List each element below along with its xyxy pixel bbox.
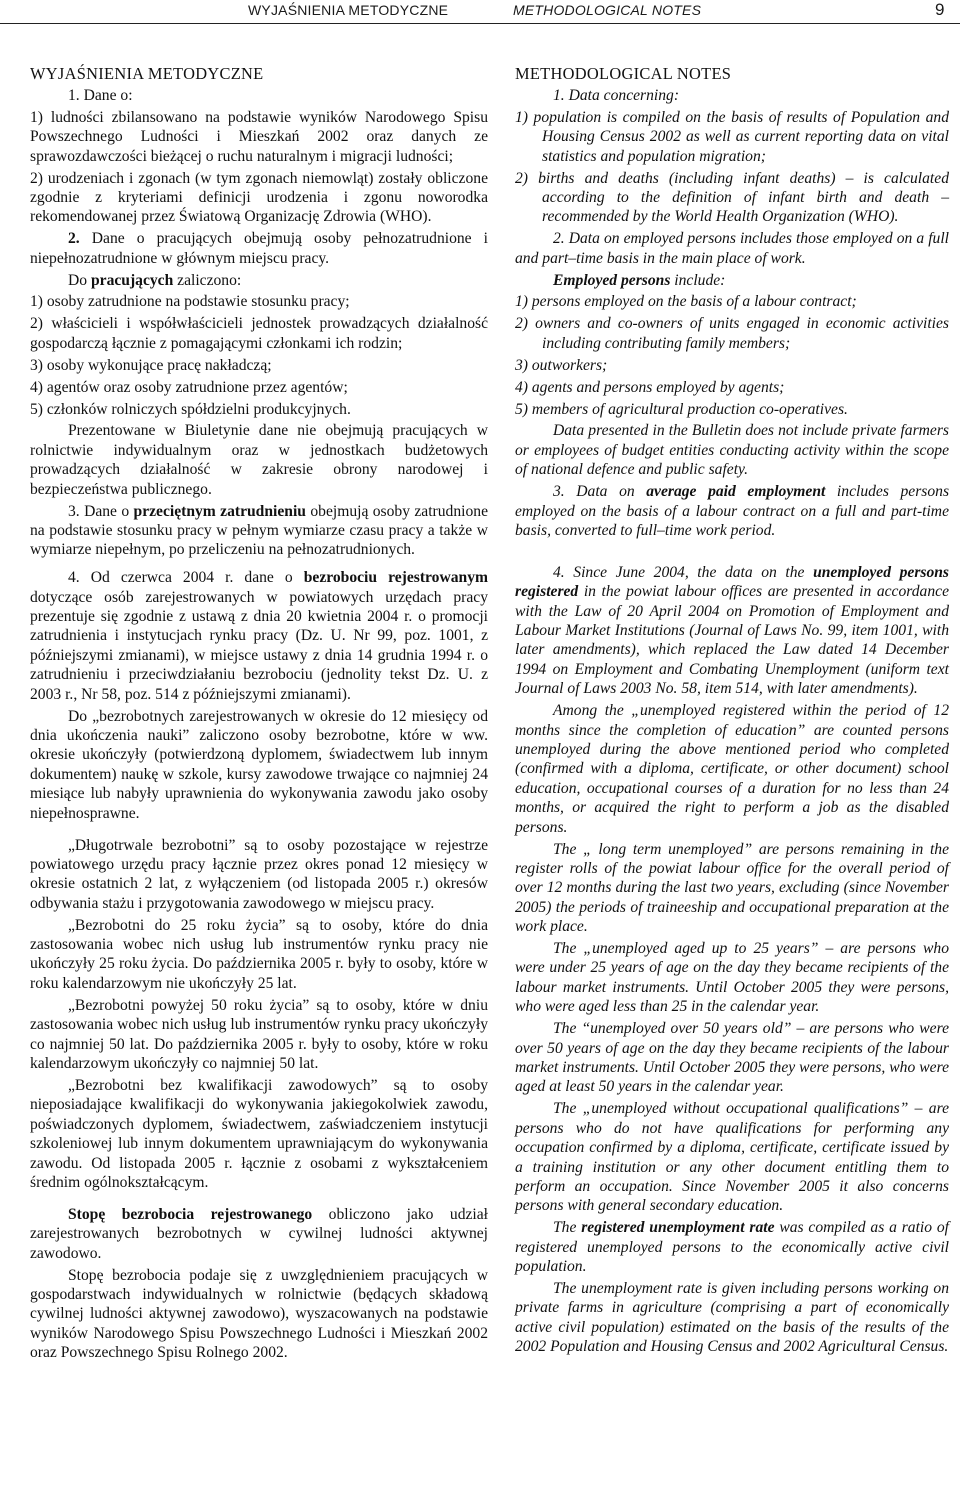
en-section1-item2: 2) births and deaths (including infant deaths) – is calculated according to the definition of infant birth and death – recommended by the World Health Organization (WHO). [515, 169, 949, 226]
en-unemployment-rate-pre: The [553, 1219, 582, 1237]
pl-section1-heading: 1. Dane o: [68, 86, 133, 104]
en-section2-text: Data on employed persons includes those employed on a full and part–time basis in the main place of work. [515, 230, 949, 267]
en-bulletin-note: Data presented in the Bulletin does not include private farmers or employees of budget entities conducting activity within the scope of national defence and public safety. [515, 422, 949, 479]
en-section3 [515, 482, 949, 540]
pl-bulletin-note: Prezentowane w Biuletynie dane nie obejmują pracujących w rolnictwie indywidualnym oraz w jednostkach budżetowych prowadzących działalność w zakresie obrony narodowej i bezpieczeństwa publicznego. [30, 422, 488, 498]
en-employed-item5: 5) members of agricultural production co-operatives. [515, 400, 848, 418]
pl-unemployed-over-50: „Bezrobotni powyżej 50 roku życia” są to osoby, które w dniu zastosowania wobec nich usług lub instrumentów rynku pracy ukończyły co najmniej 50 lat. Do października 2005 r. były to osoby, które w roku kalendarzowym ukończyły co najmniej 50 lat. [30, 996, 488, 1072]
en-registered-12-months: Among the „unemployed registered within the period of 12 months since the completion of education” are counted persons unemployed during the above mentioned period who completed (confirmed with a diploma, certificate, or other document) school education, occupational courses of a duration for no less than 24 months, or acquired the right to perform a job as the disabled persons. [515, 702, 949, 836]
english-column [515, 64, 949, 1359]
en-employed-post: include: [670, 271, 726, 289]
en-long-term-unemployed: The „ long term unemployed” are persons remaining in the register rolls of the powiat labour office for the overall period of over 12 months during the last two years, excluding (since November 2005) the periods of traineeship and occupational preparation at the work place. [515, 840, 949, 936]
en-unemployment-rate-term: registered unemployment rate [581, 1219, 775, 1237]
en-unemployed-no-qualifications: The „unemployed without occupational qualifications” – are persons who do not have qualifications for performing any occupation confirmed by a diploma, certificate, certificate issued by a training institution or any other document entitling them to perform an occupation. Since November 2005 it also concerns persons with general secondary education. [515, 1100, 949, 1215]
pl-section4 [30, 568, 488, 704]
en-section1-item1: 1) population is compiled on the basis of results of Population and Housing Census 2002 as well as current reporting data on vital statistics and population migration; [515, 108, 949, 165]
polish-section-title: WYJAŚNIENIA METODYCZNE [30, 64, 264, 83]
pl-unemployment-rate-post: obliczono jako udział zarejestrowanych bezrobotnych w cywilnej ludności aktywnej zawodowo. [30, 1205, 488, 1262]
pl-employed-item3: 3) osoby wykonujące pracę nakładczą; [30, 356, 272, 374]
pl-employed-item4: 4) agentów oraz osoby zatrudnione przez agentów; [30, 378, 348, 396]
header-title-polish: WYJAŚNIENIA METODYCZNE [248, 2, 449, 18]
pl-section4-term: bezrobociu rejestrowanym [303, 569, 488, 587]
english-section-title: METHODOLOGICAL NOTES [515, 64, 732, 83]
pl-section3-term: przeciętnym zatrudnieniu [133, 502, 306, 520]
polish-column [30, 64, 488, 1365]
header-title-english: METHODOLOGICAL NOTES [513, 2, 702, 18]
en-employed-item2: 2) owners and co-owners of units engaged in economic activities including contributing family members; [515, 315, 949, 352]
pl-unemployed-no-qualifications: „Bezrobotni bez kwalifikacji zawodowych” są to osoby nieposiadające kwalifikacji do wykonywania jakiegokolwiek zawodu, poświadczonych dyplomem, świadectwem, zaświadczeniem instytucji szkoleniowej lub innym dokumentem uprawniającym do wykonywania zawodu. Od listopada 2005 r. łącznie z osobami z wykształceniem średnim ogólnokształcącym. [30, 1076, 488, 1191]
pl-employed-item2: 2) właścicieli i współwłaścicieli jednostek prowadzących działalność gospodarczą łącznie z pomagającymi członkami ich rodzin; [30, 315, 488, 352]
en-section1-heading: 1. Data concerning: [553, 86, 680, 104]
pl-section2-number: 2. [68, 230, 80, 248]
pl-unemployed-under-25: „Bezrobotni do 25 roku życia” są to osoby, które do dnia zastosowania wobec nich usług lub instrumentów rynku pracy nie ukończyły 25 roku życia. Do października 2005 r. były to osoby, które w roku kalendarzowym nie ukończyły 25 lat. [30, 916, 488, 992]
pl-employed-term: pracujących [90, 271, 174, 289]
en-section4 [515, 563, 949, 699]
pl-employed-item1: 1) osoby zatrudnione na podstawie stosunku pracy; [30, 293, 350, 311]
pl-section4-pre: 4. Od czerwca 2004 r. dane o [68, 569, 304, 587]
en-employed-item3: 3) outworkers; [515, 356, 608, 374]
header-rule [0, 23, 960, 24]
en-section2 [515, 229, 949, 268]
pl-unemployment-rate [30, 1205, 488, 1263]
page-number: 9 [935, 0, 945, 19]
pl-long-term-unemployed: „Długotrwale bezrobotni” są to osoby pozostające w rejestrze powiatowego urzędu pracy łącznie przez okres ponad 12 miesięcy w okresie ostatnich 2 lat, z wyłączeniem (od listopada 2005 r.) okresów odbywania stażu i przygotowania zawodowego w miejscu pracy. [30, 836, 488, 912]
pl-section3-pre: 3. Dane o [68, 502, 134, 520]
running-header [0, 0, 960, 24]
en-unemployment-rate-post: was compiled as a ratio of registered unemployed persons to the economically active civil population. [515, 1219, 949, 1276]
pl-section2-text: Dane o pracujących obejmują osoby pełnozatrudnione i niepełnozatrudnione w głównym miejscu pracy. [30, 230, 488, 267]
pl-employed-pre: Do [68, 271, 91, 289]
pl-unemployment-rate-farms: Stopę bezrobocia podaje się z uwzględnieniem pracujących w gospodarstwach indywidualnych w rolnictwie (będących składową cywilnej ludności aktywnej zawodowo), wyszacowanych na podstawie wyników Narodowego Spisu Powszechnego Ludności i Mieszkań 2002 oraz Powszechnego Spisu Rolnego 2002. [30, 1266, 488, 1362]
en-section4-post: in the powiat labour offices are presented in accordance with the Law of 20 April 2004 on Promotion of Employment and Labour Market Institutions (Journal of Laws No. 99, item 1001, with later amendments), which replaced the Law dated 14 December 1994 on Employment and Combating Unemployment (uniform text Journal of Laws 2003 No. 58, item 514, with later amendments). [515, 583, 949, 698]
pl-section2 [30, 229, 488, 268]
pl-unemployment-rate-term: Stopę bezrobocia rejestrowanego [68, 1205, 313, 1223]
en-employed-item1: 1) persons employed on the basis of a labour contract; [515, 293, 857, 311]
pl-registered-12-months: Do „bezrobotnych zarejestrowanych w okresie do 12 miesięcy od dnia ukończenia nauki” zaliczono osoby bezrobotne, które w ww. okresie ukończyły (potwierdzoną dyplomem, świadectwem lub innym dokumentem) naukę w szkole, kursy zawodowe trwające co najmniej 24 miesiące lub nabyły uprawnienia do wykonywania zawodu jako osoby niepełnosprawne. [30, 707, 488, 822]
en-section3-post: includes persons employed on the basis of a labour contract on a full and part-time basis, converted to full–time work period. [515, 483, 950, 539]
pl-section3 [30, 502, 488, 560]
en-section3-pre: 3. Data on [553, 483, 647, 501]
pl-section4-post: dotyczące osób zarejestrowanych w powiatowych urzędach pracy prezentuje się zgodnie z ustawą z dnia 20 kwietnia 2004 r. o promocji zatrudnienia i instytucjach rynku pracy (Dz. U. Nr 99, poz. 1001, z późniejszymi zmianami), w miejsce ustawy z dnia 14 grudnia 1994 r. o zatrudnieniu i przeciwdziałaniu bezrobociu (jednolity tekst Dz. U. z 2003 r., Nr 58, poz. 514 z późniejszymi zmianami). [30, 588, 488, 703]
en-unemployed-over-50: The “unemployed over 50 years old” – are persons who were over 50 years of age on the day they became recipients of the labour market instruments. Until October 2005 they were persons, who were aged at least 50 years in the calendar year. [515, 1020, 949, 1096]
en-section3-term: average paid employment [646, 483, 826, 501]
en-section4-term: unemployed persons registered [515, 563, 949, 601]
pl-employed-post: zaliczono: [173, 271, 242, 289]
en-section4-pre: 4. Since June 2004, the data on the [553, 563, 814, 581]
pl-section1-item2: 2) urodzeniach i zgonach (w tym zgonach niemowląt) zostały obliczone zgodnie z kryteriami definicji urodzenia i zgonu noworodka rekomendowanej przez Światową Organizację Zdrowia (WHO). [30, 169, 488, 226]
en-unemployment-rate [515, 1218, 949, 1276]
pl-employed-intro [30, 271, 488, 290]
en-employed-intro [515, 271, 949, 290]
en-employed-item4: 4) agents and persons employed by agents; [515, 378, 785, 396]
en-unemployment-rate-farms: The unemployment rate is given including persons working on private farms in agriculture (comprising a part of economically active civil population) estimated on the basis of the results of the 2002 Population and Housing Census and 2002 Agricultural Census. [515, 1279, 949, 1356]
pl-section1-item1: 1) ludności zbilansowano na podstawie wyników Narodowego Spisu Powszechnego Ludności i Mieszkań 2002 oraz danych ze sprawozdawczości bieżącej o ruchu naturalnym i migracji ludności; [30, 108, 488, 165]
en-unemployed-under-25: The „unemployed aged up to 25 years” – are persons who were under 25 years of age on the day they became recipients of the labour market instruments. Until October 2005 they were persons, who were aged less than 25 in the calendar year. [515, 940, 949, 1016]
pl-employed-item5: 5) członków rolniczych spółdzielni produkcyjnych. [30, 400, 351, 418]
en-employed-term: Employed persons [553, 271, 671, 289]
pl-section3-post: obejmują osoby zatrudnione na podstawie stosunku pracy w pełnym wymiarze czasu pracy a także w wymiarze niepełnym, po przeliczeniu na pełnozatrudnionych. [30, 502, 488, 559]
en-section2-number: 2. [553, 230, 565, 248]
